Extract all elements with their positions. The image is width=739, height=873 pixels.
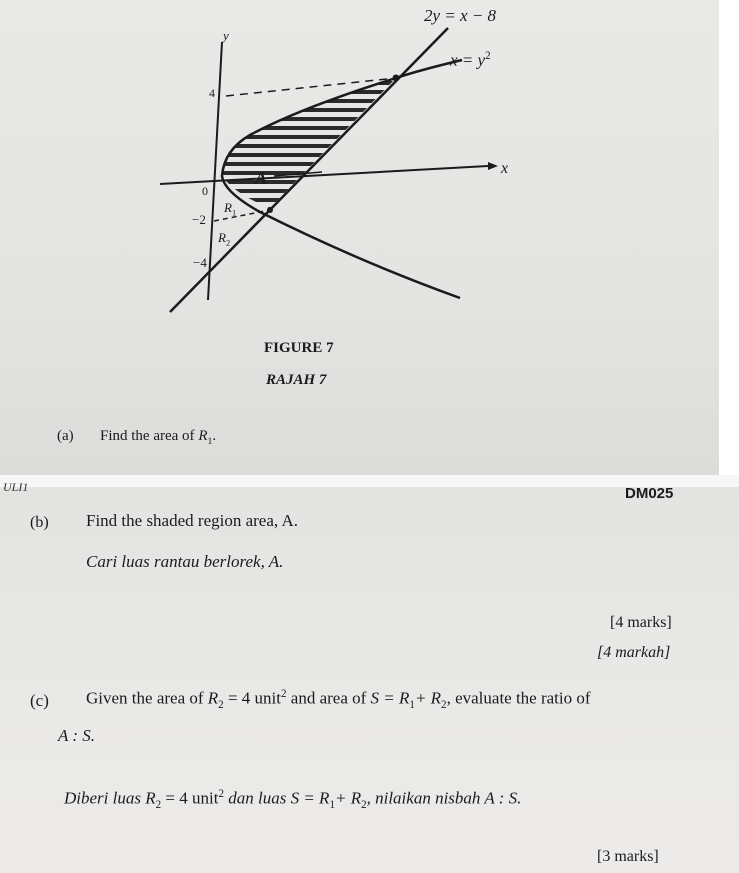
y-axis-label: y [223, 28, 229, 43]
line-equation-label: 2y = x − 8 [424, 6, 497, 25]
tick-label-neg4: −4 [193, 255, 207, 270]
intersection-point-bottom [267, 207, 273, 213]
part-c-ratio: A : S. [58, 726, 95, 745]
figure-7-graph [0, 0, 719, 330]
part-b-question-en: Find the shaded region area, A. [86, 511, 298, 530]
region-r1-label: $R_1$ [224, 200, 237, 218]
x-axis-label: x [501, 160, 509, 177]
region-r2-label: $R_2$ [218, 230, 231, 248]
part-c-label: (c) [30, 691, 49, 710]
tick-label-0: 0 [202, 184, 208, 198]
header-left-code: ULI1 [3, 480, 29, 494]
part-b-question-ms: Cari luas rantau berlorek, A. [86, 552, 284, 571]
figure-caption-en: FIGURE 7 [264, 340, 334, 356]
x-axis-arrow [488, 162, 498, 170]
shaded-region-a [222, 78, 396, 208]
intersection-point-top [393, 75, 400, 82]
part-b-label: (b) [30, 514, 49, 531]
figure-caption-ms: RAJAH 7 [266, 372, 327, 388]
part-c-question-ms: Diberi luas $R_2 = 4$ unit$^2$ dan luas $S = R_1+ R_2$, nilaikan nisbah A : S. [64, 788, 522, 812]
part-c-question-en: Given the area of $R_2 = 4$ unit$^2$ and area of $S = R_1+ R_2$, evaluate the ratio of [86, 688, 591, 712]
part-b-marks-ms: [4 markah] [597, 644, 671, 661]
part-a-question: Find the area of $R_1$. [100, 428, 217, 447]
curve-equation-label: $x = y^2$ [450, 50, 491, 70]
part-c-marks-en: [3 marks] [597, 848, 659, 865]
lower-page-photo [0, 487, 739, 873]
region-a-label: A [255, 168, 268, 188]
part-a-label: (a) [57, 428, 74, 444]
part-b-marks-en: [4 marks] [610, 614, 672, 631]
tick-label-4: 4 [209, 86, 215, 100]
tick-label-neg2: −2 [192, 212, 206, 227]
x-axis [160, 166, 488, 184]
header-course-code: DM025 [625, 485, 674, 502]
